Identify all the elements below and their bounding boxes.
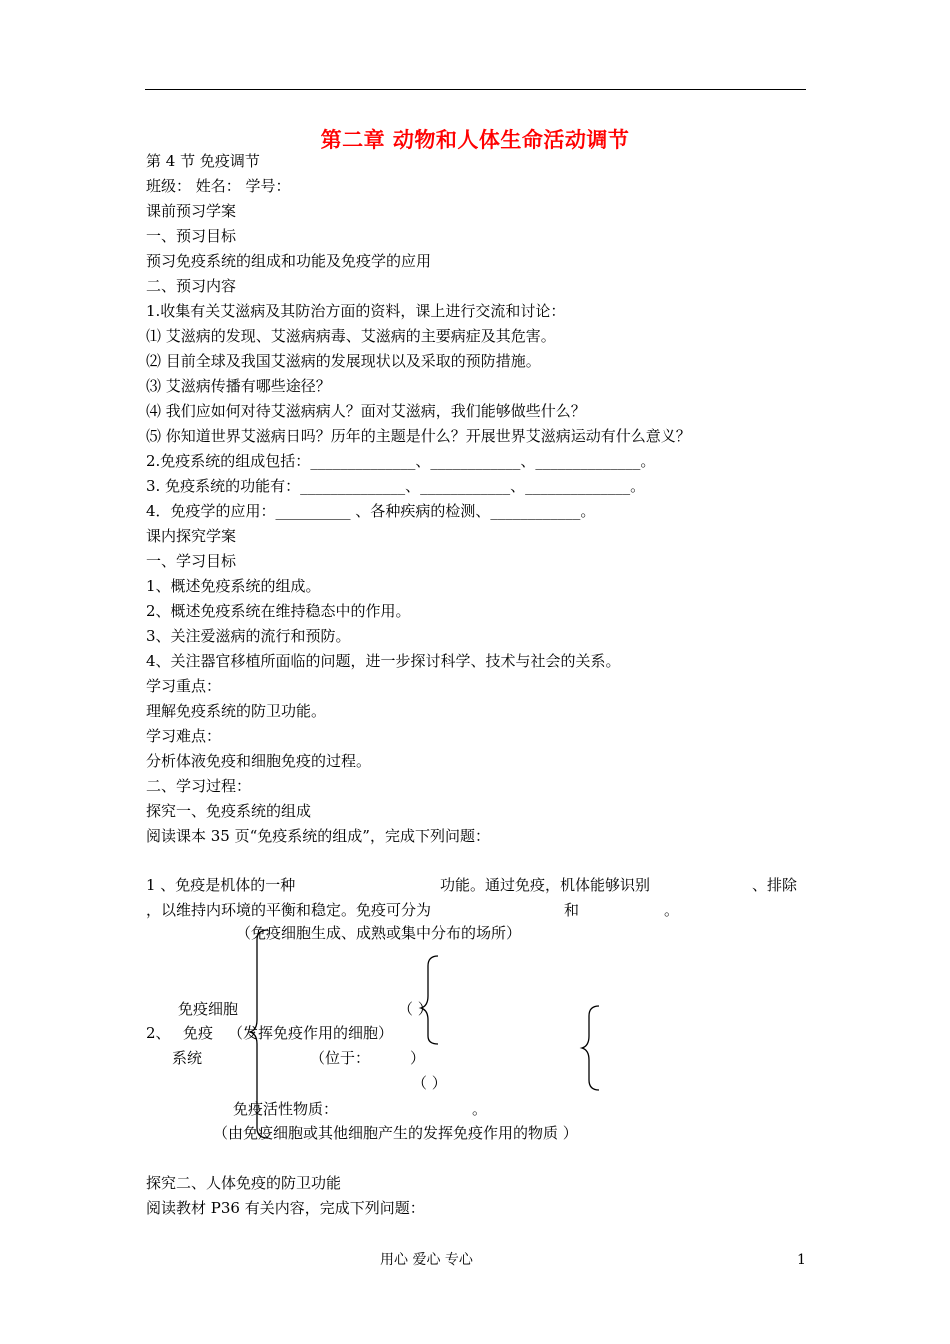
text-line: 阅读教材 P36 有关内容，完成下列问题： (146, 1199, 425, 1217)
footer-slogan: 用心 爱心 专心 (380, 1252, 473, 1268)
item-number: 2、 (146, 1024, 171, 1042)
located-label: （位于： (310, 1049, 371, 1067)
q1-part-f: 。 (664, 901, 680, 919)
text-line: 第 4 节 免疫调节 (146, 152, 260, 170)
text-line: 探究一、免疫系统的组成 (146, 802, 312, 820)
text-line: 阅读课本 35 页“免疫系统的组成”，完成下列问题： (146, 827, 490, 845)
text-line: ⑸ 你知道世界艾滋病日吗？历年的主题是什么？开展世界艾滋病运动有什么意义？ (146, 427, 691, 445)
text-line: 二、学习过程： (146, 777, 252, 795)
text-line: 3. 免疫系统的功能有：______________、____________、______________。 (146, 477, 646, 495)
text-line: 2、概述免疫系统在维持稳态中的作用。 (146, 602, 411, 620)
text-line: 二、预习内容 (146, 277, 237, 295)
paren-blank-1: （ ） (398, 1000, 433, 1018)
text-line: 分析体液免疫和细胞免疫的过程。 (146, 752, 372, 770)
text-line: 3、关注爱滋病的流行和预防。 (146, 627, 351, 645)
text-line: 4、关注器官移植所面临的问题，进一步探讨科学、技术与社会的关系。 (146, 652, 621, 670)
text-line: ⑴ 艾滋病的发现、艾滋病病毒、艾滋病的主要病症及其危害。 (146, 327, 556, 345)
text-line: 1、概述免疫系统的组成。 (146, 577, 321, 595)
text-line: 探究二、人体免疫的防卫功能 (146, 1174, 342, 1192)
active-substance-label: 免疫活性物质： (233, 1100, 339, 1118)
text-line: 班级： 姓名： 学号： (146, 177, 291, 195)
text-line: ⑵ 目前全球及我国艾滋病的发展现状以及采取的预防措施。 (146, 352, 541, 370)
text-line: 课内探究学案 (146, 527, 237, 545)
right-brace (582, 1006, 599, 1090)
text-line: 2.免疫系统的组成包括：______________、____________、______________。 (146, 452, 656, 470)
page-number: 1 (797, 1252, 806, 1268)
immune-cell-label: 免疫细胞 (178, 1000, 239, 1018)
text-line: ⑷ 我们应如何对待艾滋病病人？面对艾滋病，我们能够做些什么？ (146, 402, 586, 420)
organ-note: （免疫细胞生成、成熟或集中分布的场所） (236, 924, 522, 942)
text-line: 课前预习学案 (146, 202, 237, 220)
immune-label: 免疫 (183, 1024, 214, 1042)
text-line: 一、预习目标 (146, 227, 237, 245)
q1-part-c: 、排除 (752, 876, 798, 894)
active-period: 。 (472, 1100, 488, 1118)
text-line: 理解免疫系统的防卫功能。 (146, 702, 327, 720)
system-label: 系统 (172, 1049, 203, 1067)
q1-part-b: 功能。通过免疫，机体能够识别 (440, 876, 651, 894)
cell-note: （发挥免疫作用的细胞） (228, 1024, 394, 1042)
chapter-title: 第二章 动物和人体生命活动调节 (320, 127, 630, 152)
q1-part-a: 1 、免疫是机体的一种 (146, 876, 296, 894)
text-line: 学习重点： (146, 677, 222, 695)
paren-blank-2: （ ） (412, 1074, 447, 1092)
text-line: 一、学习目标 (146, 552, 237, 570)
q1-part-d: ，以维持内环境的平衡和稳定。免疫可分为 (146, 901, 432, 919)
text-line: 4．免疫学的应用：__________ 、各种疾病的检测、____________。 (146, 502, 596, 520)
located-close: ） (410, 1049, 426, 1067)
q1-part-e: 和 (564, 901, 580, 919)
text-line: 1.收集有关艾滋病及其防治方面的资料，课上进行交流和讨论： (146, 302, 566, 320)
active-note: （由免疫细胞或其他细胞产生的发挥免疫作用的物质 ） (213, 1124, 578, 1142)
text-line: ⑶ 艾滋病传播有哪些途径？ (146, 377, 331, 395)
text-line: 学习难点： (146, 727, 222, 745)
text-line: 预习免疫系统的组成和功能及免疫学的应用 (146, 252, 432, 270)
